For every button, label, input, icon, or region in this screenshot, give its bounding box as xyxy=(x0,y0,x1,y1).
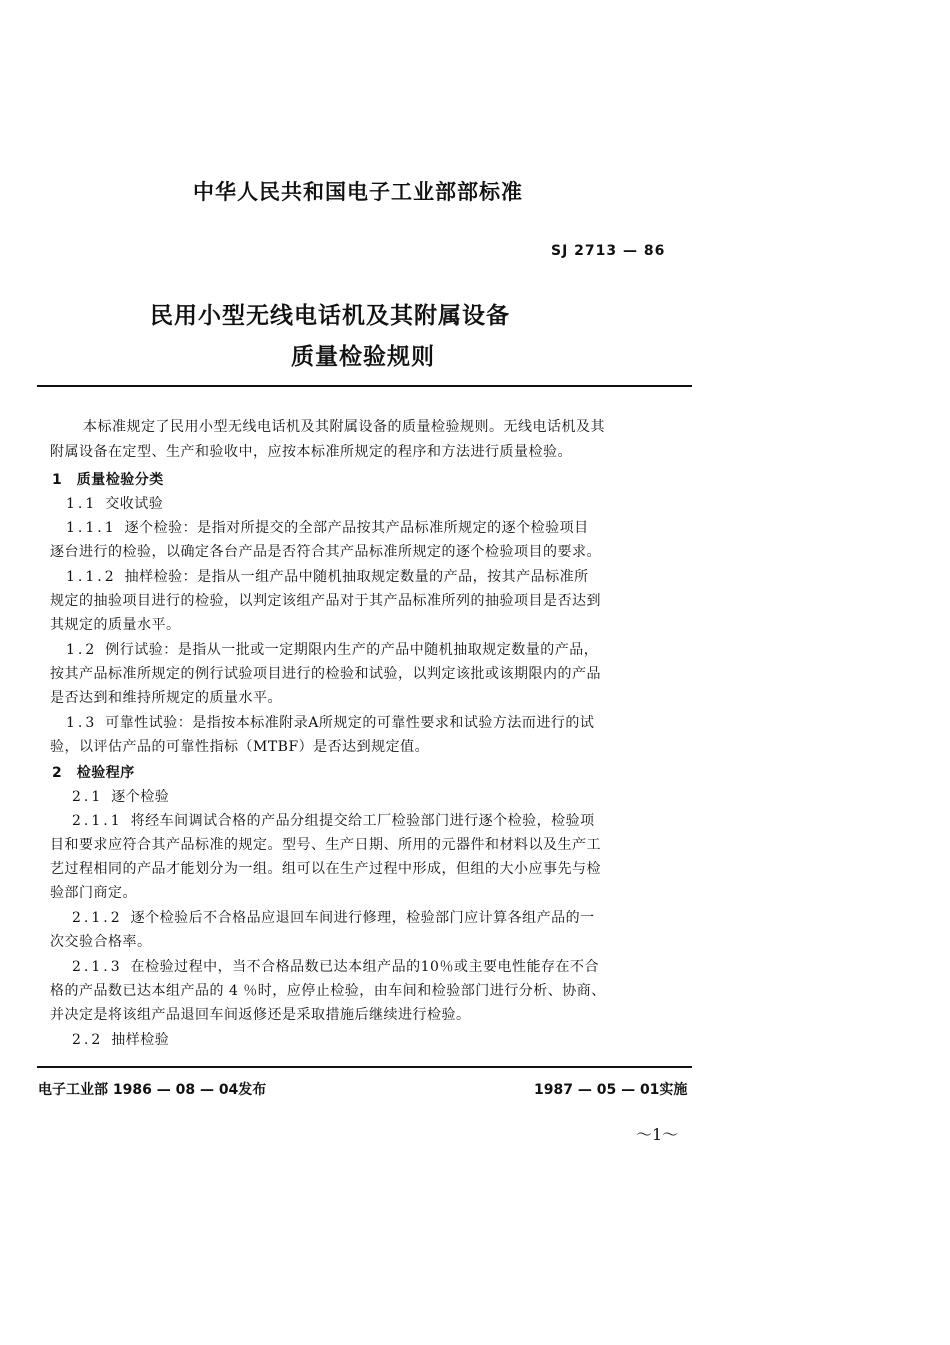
document-title-line1: 民用小型无线电话机及其附属设备 xyxy=(150,303,510,329)
section-number: 2.1 xyxy=(72,789,104,805)
section-1-3-line2: 验，以评估产品的可靠性指标（MTBF）是否达到规定值。 xyxy=(50,739,430,755)
intro-line-2: 附属设备在定型、生产和验收中，应按本标准所规定的程序和方法进行质量检验。 xyxy=(50,444,572,460)
section-2-1-3-line1 xyxy=(72,959,599,975)
section-text: 逐个检验：是指对所提交的全部产品按其产品标准所规定的逐个检验项目 xyxy=(124,520,589,536)
section-number: 2.1.2 xyxy=(72,910,123,926)
section-1-1 xyxy=(66,496,163,512)
section-2-2 xyxy=(72,1032,169,1048)
page-number: ～1～ xyxy=(636,1125,679,1144)
section-1-2-line1 xyxy=(66,642,598,658)
section-number: 1.1.1 xyxy=(66,520,117,536)
section-number: 1.1 xyxy=(66,496,98,512)
header-divider xyxy=(37,385,692,387)
footer-divider xyxy=(37,1066,692,1068)
section-2-heading: 2 检验程序 xyxy=(52,765,135,781)
section-text: 抽样检验 xyxy=(111,1032,170,1048)
section-1-1-2-line2: 规定的抽验项目进行的检验，以判定该组产品对于其产品标准所列的抽验项目是否达到 xyxy=(50,593,601,609)
effective-date: 1987 — 05 — 01实施 xyxy=(534,1082,688,1098)
section-number: 2.2 xyxy=(72,1032,104,1048)
section-2-1-1-line3: 艺过程相同的产品才能划分为一组。组可以在生产过程中形成，但组的大小应事先与检 xyxy=(50,861,601,877)
section-2-1-3-line3: 并决定是将该组产品退回车间返修还是采取措施后继续进行检验。 xyxy=(50,1007,471,1023)
section-2-1-1-line4: 验部门商定。 xyxy=(50,885,137,901)
section-number: 1.2 xyxy=(66,642,98,658)
issue-date: 电子工业部 1986 — 08 — 04发布 xyxy=(38,1082,267,1098)
intro-line-1: 本标准规定了民用小型无线电话机及其附属设备的质量检验规则。无线电话机及其 xyxy=(83,419,605,435)
section-1-heading: 1 质量检验分类 xyxy=(52,472,164,488)
section-2-1-1-line2: 目和要求应符合其产品标准的规定。型号、生产日期、所用的元器件和材料以及生产工 xyxy=(50,837,601,853)
section-1-2-line3: 是否达到和维持所规定的质量水平。 xyxy=(50,690,282,706)
section-text: 交收试验 xyxy=(105,496,164,512)
standard-code: SJ 2713 — 86 xyxy=(551,243,666,259)
section-1-1-1-line1 xyxy=(66,520,589,536)
section-number: 2.1.1 xyxy=(72,813,123,829)
section-text: 在检验过程中，当不合格品数已达本组产品的10％或主要电性能存在不合 xyxy=(130,959,599,975)
section-text: 将经车间调试合格的产品分组提交给工厂检验部门进行逐个检验，检验项 xyxy=(130,813,595,829)
issuing-organization: 中华人民共和国电子工业部部标准 xyxy=(193,180,523,204)
section-1-2-line2: 按其产品标准所规定的例行试验项目进行的检验和试验，以判定该批或该期限内的产品 xyxy=(50,666,601,682)
section-text: 抽样检验：是指从一组产品中随机抽取规定数量的产品，按其产品标准所 xyxy=(124,569,589,585)
section-1-3-line1 xyxy=(66,715,594,731)
section-2-1 xyxy=(72,789,169,805)
section-text: 逐个检验后不合格品应退回车间进行修理，检验部门应计算各组产品的一 xyxy=(130,910,595,926)
section-text: 逐个检验 xyxy=(111,789,170,805)
section-2-1-1-line1 xyxy=(72,813,595,829)
section-number: 1.3 xyxy=(66,715,98,731)
section-1-1-1-line2: 逐台进行的检验，以确定各台产品是否符合其产品标准所规定的逐个检验项目的要求。 xyxy=(50,544,601,560)
section-text: 可靠性试验：是指按本标准附录A所规定的可靠性要求和试验方法而进行的试 xyxy=(105,715,595,731)
section-number: 1.1.2 xyxy=(66,569,117,585)
section-text: 例行试验：是指从一批或一定期限内生产的产品中随机抽取规定数量的产品， xyxy=(105,642,599,658)
document-title-line2: 质量检验规则 xyxy=(291,344,435,370)
section-number: 2.1.3 xyxy=(72,959,123,975)
section-1-1-2-line1 xyxy=(66,569,589,585)
section-2-1-2-line2: 次交验合格率。 xyxy=(50,934,152,950)
section-2-1-2-line1 xyxy=(72,910,595,926)
section-1-1-2-line3: 其规定的质量水平。 xyxy=(50,617,181,633)
section-2-1-3-line2: 格的产品数已达本组产品的 4 ％时，应停止检验，由车间和检验部门进行分析、协商、 xyxy=(50,983,606,999)
